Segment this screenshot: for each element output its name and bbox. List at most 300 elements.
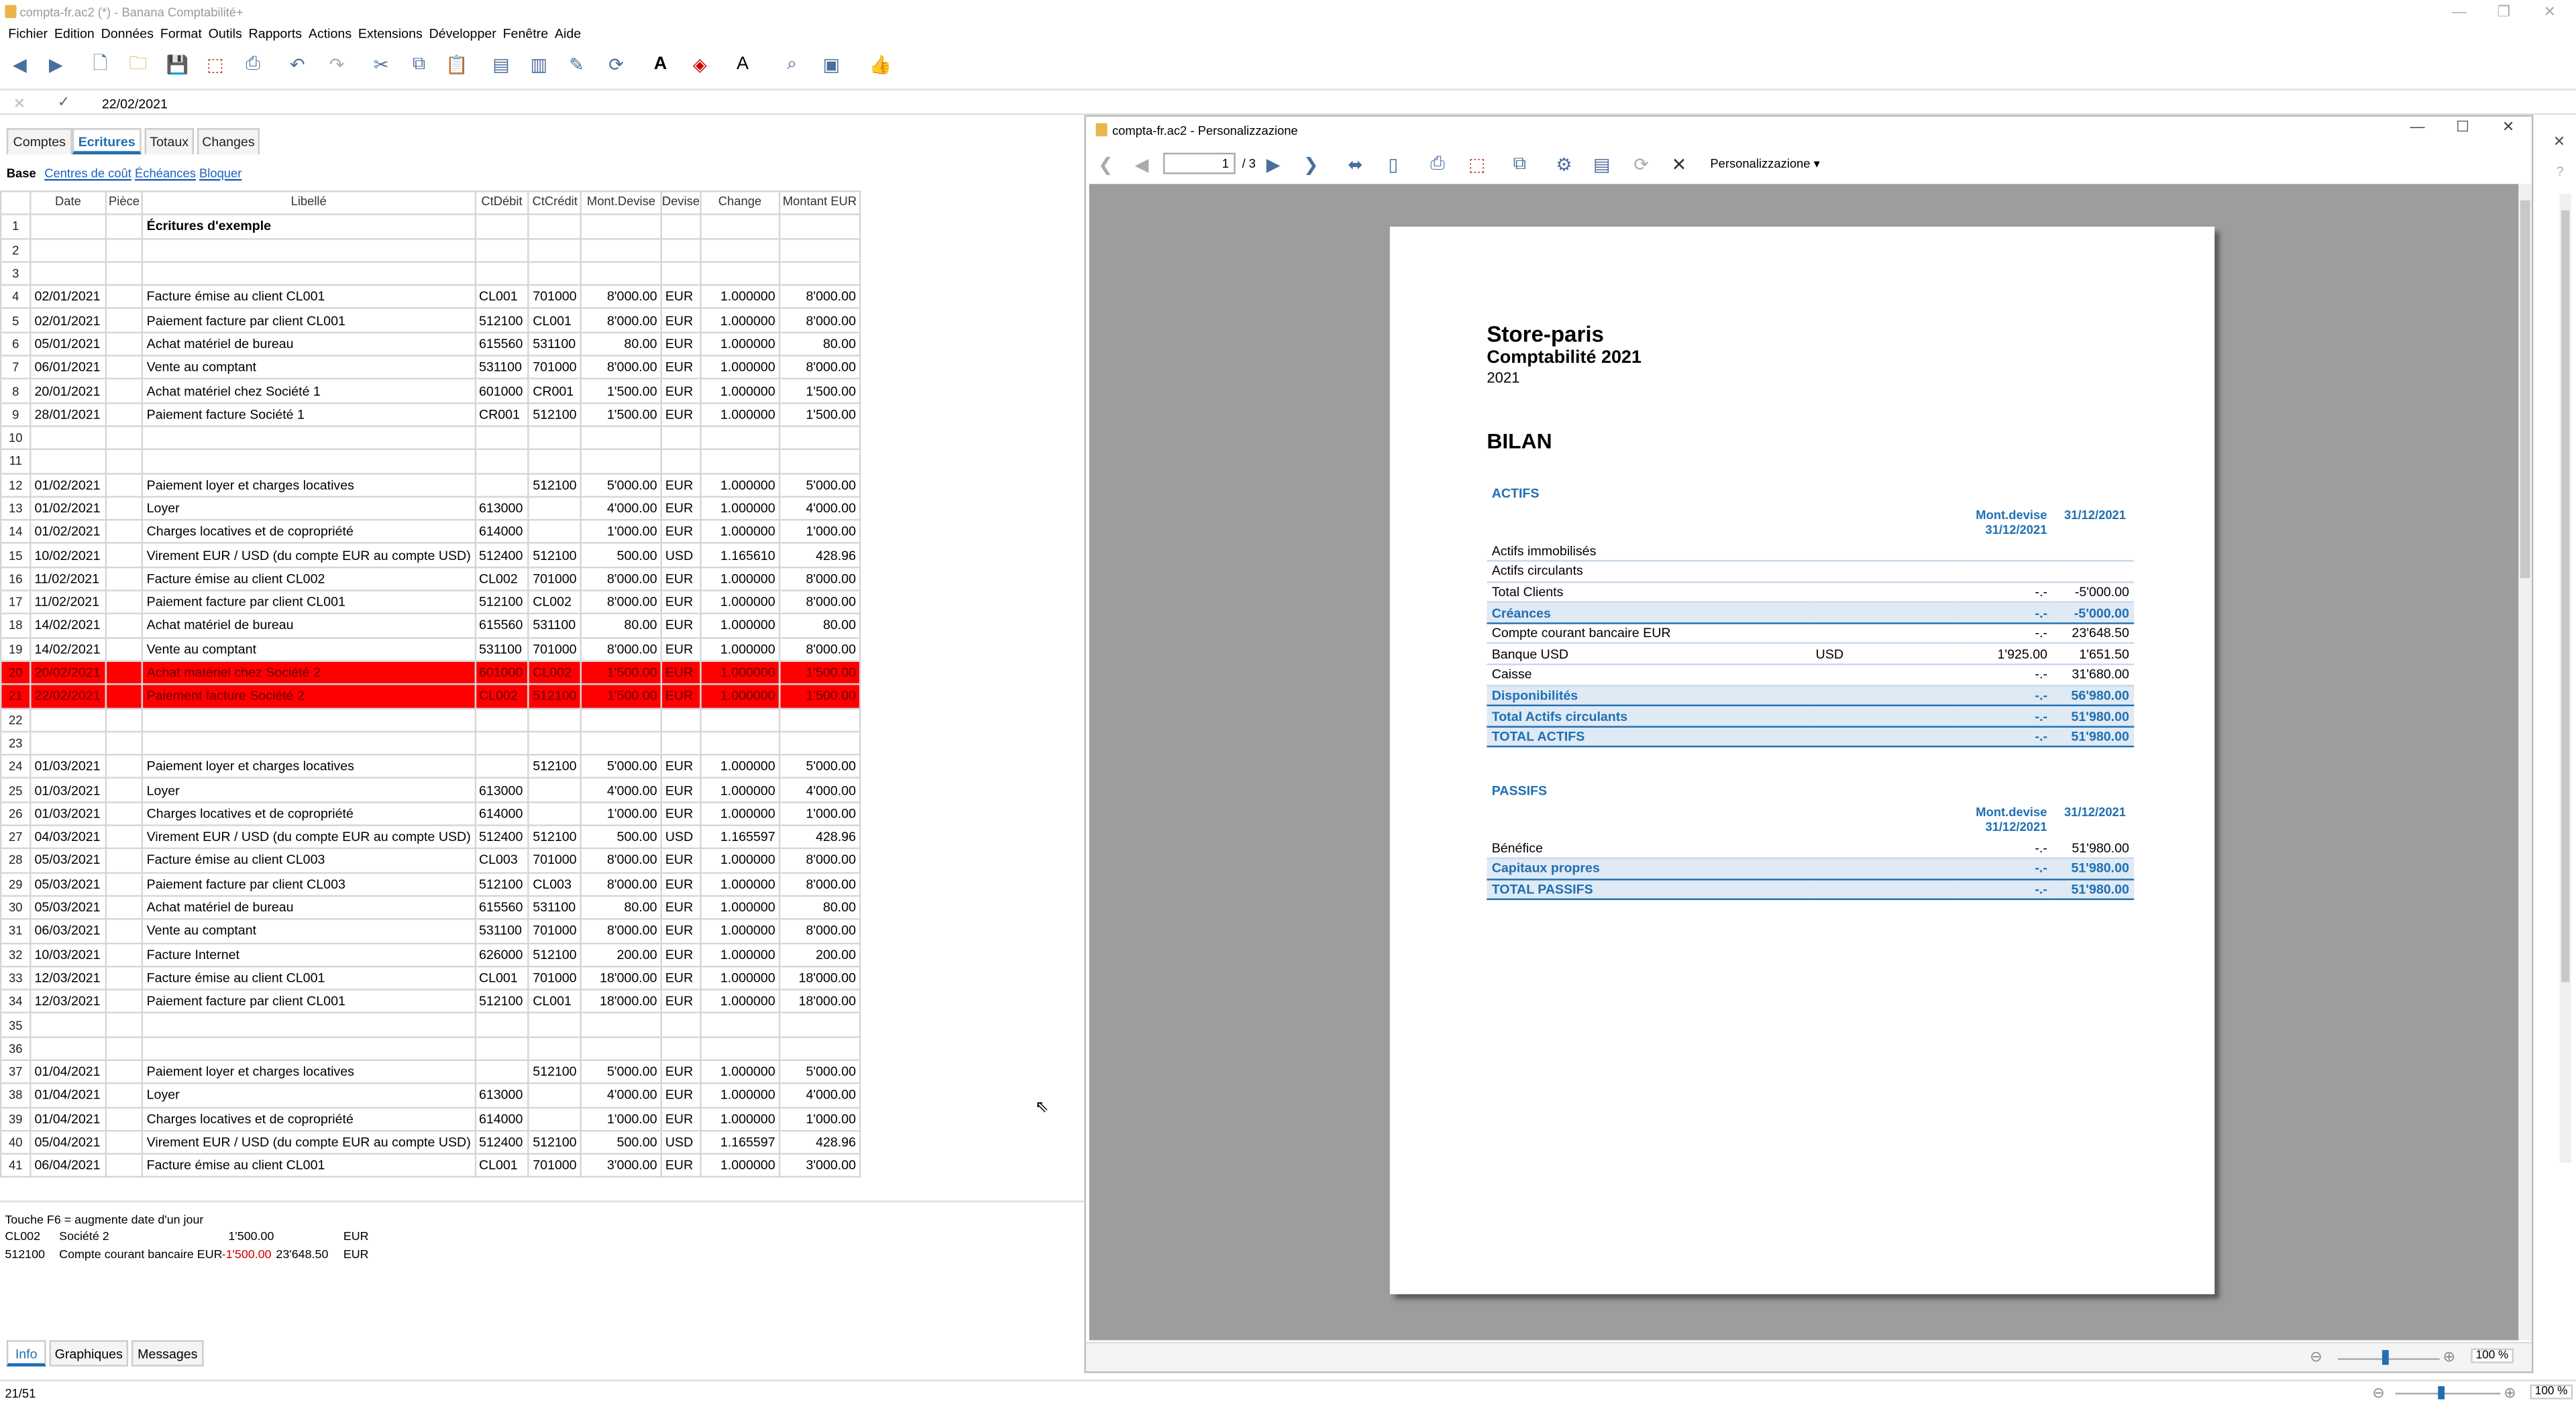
table-row[interactable] [1, 1131, 860, 1154]
cell-date[interactable]: 14/02/2021 [30, 638, 105, 661]
cell-change[interactable]: 1.000000 [700, 802, 780, 826]
cell-libelle[interactable] [143, 708, 475, 732]
cell-devise[interactable] [661, 1013, 701, 1037]
cell-libelle[interactable]: Charges locatives et de copropriété [143, 1107, 475, 1131]
cell-montant-eur[interactable]: 8'000.00 [780, 355, 860, 379]
cell-devise[interactable]: EUR [661, 285, 701, 308]
table-row[interactable] [1, 449, 860, 473]
cell-date[interactable]: 02/01/2021 [30, 285, 105, 308]
cell-date[interactable] [30, 449, 105, 473]
cell-date[interactable] [30, 262, 105, 285]
tab-totaux[interactable]: Totaux [145, 128, 194, 154]
cell-libelle[interactable]: Facture émise au client CL001 [143, 1154, 475, 1178]
table-row[interactable] [1, 473, 860, 496]
cell-libelle[interactable]: Vente au comptant [143, 355, 475, 379]
cell-mont-devise[interactable]: 500.00 [581, 544, 661, 567]
table-row[interactable] [1, 332, 860, 355]
cell-ctdebit[interactable]: 614000 [475, 520, 529, 543]
row-number[interactable]: 31 [1, 919, 30, 943]
cell-change[interactable]: 1.000000 [700, 755, 780, 779]
cell-change[interactable]: 1.000000 [700, 966, 780, 990]
cell-ctdebit[interactable]: 512400 [475, 826, 529, 849]
menu-donnees[interactable]: Données [101, 26, 154, 42]
cell-piece[interactable] [106, 520, 143, 543]
table-row[interactable] [1, 943, 860, 966]
cell-montant-eur[interactable]: 428.96 [780, 1131, 860, 1154]
previous-page-icon[interactable]: ◀ [1134, 155, 1149, 175]
cell-libelle[interactable] [143, 732, 475, 755]
cell-ctdebit[interactable] [475, 262, 529, 285]
cell-date[interactable]: 01/02/2021 [30, 473, 105, 496]
cell-devise[interactable]: EUR [661, 779, 701, 802]
cell-montant-eur[interactable]: 8'000.00 [780, 567, 860, 591]
cell-devise[interactable]: USD [661, 1131, 701, 1154]
cell-mont-devise[interactable]: 8'000.00 [581, 873, 661, 896]
cell-change[interactable]: 1.000000 [700, 990, 780, 1013]
cell-ctcredit[interactable]: CR001 [529, 379, 581, 402]
cell-montant-eur[interactable] [780, 1037, 860, 1060]
col-header-piece[interactable]: Pièce [106, 191, 143, 215]
preview-scrollbar-thumb[interactable] [2520, 201, 2530, 578]
forward-icon[interactable]: ▶ [48, 55, 63, 75]
cell-mont-devise[interactable]: 18'000.00 [581, 966, 661, 990]
preview-scrollbar[interactable] [2518, 184, 2532, 1340]
cell-change[interactable]: 1.000000 [700, 896, 780, 919]
cell-devise[interactable]: EUR [661, 849, 701, 873]
row-number[interactable]: 18 [1, 614, 30, 638]
cell-mont-devise[interactable]: 5'000.00 [581, 473, 661, 496]
cell-mont-devise[interactable]: 18'000.00 [581, 990, 661, 1013]
row-number[interactable]: 36 [1, 1037, 30, 1060]
row-number[interactable]: 23 [1, 732, 30, 755]
cell-ctcredit[interactable] [529, 238, 581, 262]
table-row[interactable] [1, 308, 860, 332]
cell-montant-eur[interactable]: 8'000.00 [780, 638, 860, 661]
cell-libelle[interactable]: Vente au comptant [143, 638, 475, 661]
cell-libelle[interactable] [143, 1037, 475, 1060]
cell-mont-devise[interactable]: 4'000.00 [581, 496, 661, 520]
cell-montant-eur[interactable]: 1'500.00 [780, 379, 860, 402]
cell-ctcredit[interactable] [529, 215, 581, 238]
cell-montant-eur[interactable]: 8'000.00 [780, 919, 860, 943]
row-number[interactable]: 13 [1, 496, 30, 520]
row-number[interactable]: 20 [1, 661, 30, 685]
redo-icon[interactable]: ↷ [329, 55, 345, 75]
tab-messages[interactable]: Messages [131, 1340, 204, 1366]
cell-date[interactable]: 04/03/2021 [30, 826, 105, 849]
cell-piece[interactable] [106, 661, 143, 685]
cell-ctcredit[interactable] [529, 708, 581, 732]
row-number[interactable]: 22 [1, 708, 30, 732]
cell-devise[interactable]: EUR [661, 1107, 701, 1131]
cell-devise[interactable]: USD [661, 826, 701, 849]
cell-ctcredit[interactable]: 701000 [529, 567, 581, 591]
cell-libelle[interactable]: Facture émise au client CL002 [143, 567, 475, 591]
cell-ctdebit[interactable] [475, 426, 529, 449]
col-header-date[interactable]: Date [30, 191, 105, 215]
cell-mont-devise[interactable] [581, 426, 661, 449]
row-number[interactable]: 39 [1, 1107, 30, 1131]
cell-devise[interactable] [661, 449, 701, 473]
minimize-icon[interactable]: — [2452, 3, 2467, 20]
menu-developper[interactable]: Développer [429, 26, 496, 42]
cell-date[interactable]: 05/04/2021 [30, 1131, 105, 1154]
cell-devise[interactable] [661, 1037, 701, 1060]
cell-piece[interactable] [106, 732, 143, 755]
cell-date[interactable] [30, 732, 105, 755]
cell-piece[interactable] [106, 544, 143, 567]
view-base[interactable]: Base [6, 166, 36, 181]
cell-libelle[interactable]: Paiement facture par client CL001 [143, 990, 475, 1013]
cell-libelle[interactable]: Virement EUR / USD (du compte EUR au compte USD) [143, 826, 475, 849]
table-row[interactable] [1, 802, 860, 826]
cell-ctdebit[interactable]: 615560 [475, 332, 529, 355]
text-color-icon[interactable]: A [736, 54, 749, 74]
table-row[interactable] [1, 990, 860, 1013]
cell-date[interactable] [30, 1037, 105, 1060]
cell-ctdebit[interactable]: 613000 [475, 1084, 529, 1107]
cell-mont-devise[interactable] [581, 1037, 661, 1060]
cell-change[interactable] [700, 1013, 780, 1037]
cell-ctdebit[interactable]: 613000 [475, 496, 529, 520]
cell-change[interactable] [700, 238, 780, 262]
cell-montant-eur[interactable]: 18'000.00 [780, 990, 860, 1013]
cell-ctdebit[interactable]: CL001 [475, 1154, 529, 1178]
table-row[interactable] [1, 1037, 860, 1060]
cell-change[interactable]: 1.000000 [700, 943, 780, 966]
cell-piece[interactable] [106, 262, 143, 285]
cell-montant-eur[interactable]: 4'000.00 [780, 779, 860, 802]
insert-row-icon[interactable]: ▤ [492, 55, 510, 75]
cell-change[interactable]: 1.000000 [700, 355, 780, 379]
table-row[interactable] [1, 215, 860, 238]
cell-piece[interactable] [106, 779, 143, 802]
cell-ctcredit[interactable] [529, 732, 581, 755]
close-preview-icon[interactable]: ✕ [1671, 155, 1687, 175]
row-number[interactable]: 9 [1, 402, 30, 426]
cell-piece[interactable] [106, 426, 143, 449]
row-number[interactable]: 8 [1, 379, 30, 402]
row-number[interactable]: 28 [1, 849, 30, 873]
cell-change[interactable]: 1.000000 [700, 1084, 780, 1107]
cell-montant-eur[interactable]: 80.00 [780, 896, 860, 919]
cell-libelle[interactable]: Paiement facture Société 2 [143, 685, 475, 708]
cell-change[interactable]: 1.000000 [700, 849, 780, 873]
cell-ctcredit[interactable]: 701000 [529, 355, 581, 379]
cell-mont-devise[interactable]: 3'000.00 [581, 1154, 661, 1178]
cell-devise[interactable]: EUR [661, 496, 701, 520]
cell-ctdebit[interactable] [475, 708, 529, 732]
cell-montant-eur[interactable]: 428.96 [780, 826, 860, 849]
cell-ctdebit[interactable]: 512400 [475, 544, 529, 567]
cell-date[interactable]: 12/03/2021 [30, 990, 105, 1013]
cell-libelle[interactable]: Paiement facture par client CL001 [143, 591, 475, 614]
cell-devise[interactable] [661, 238, 701, 262]
cell-date[interactable] [30, 215, 105, 238]
fill-color-icon[interactable]: ◈ [692, 55, 707, 75]
cell-ctdebit[interactable]: 601000 [475, 661, 529, 685]
cell-montant-eur[interactable]: 8'000.00 [780, 873, 860, 896]
view-bloquer[interactable]: Bloquer [199, 166, 242, 181]
cell-date[interactable]: 05/03/2021 [30, 849, 105, 873]
row-number[interactable]: 16 [1, 567, 30, 591]
cell-date[interactable]: 14/02/2021 [30, 614, 105, 638]
row-number[interactable]: 3 [1, 262, 30, 285]
cell-piece[interactable] [106, 638, 143, 661]
cell-change[interactable]: 1.000000 [700, 873, 780, 896]
table-row[interactable] [1, 849, 860, 873]
cell-libelle[interactable]: Vente au comptant [143, 919, 475, 943]
cell-ctdebit[interactable] [475, 473, 529, 496]
tab-graphiques[interactable]: Graphiques [49, 1340, 128, 1366]
cell-date[interactable]: 20/01/2021 [30, 379, 105, 402]
menu-aide[interactable]: Aide [554, 26, 582, 42]
back-icon[interactable]: ◀ [13, 55, 27, 75]
cell-montant-eur[interactable]: 5'000.00 [780, 473, 860, 496]
cell-montant-eur[interactable] [780, 215, 860, 238]
row-number[interactable]: 35 [1, 1013, 30, 1037]
table-row[interactable] [1, 238, 860, 262]
next-page-icon[interactable]: ▶ [1266, 155, 1281, 175]
row-number[interactable]: 34 [1, 990, 30, 1013]
cell-libelle[interactable]: Achat matériel chez Société 2 [143, 661, 475, 685]
col-header-change[interactable]: Change [700, 191, 780, 215]
font-icon[interactable]: A [653, 54, 667, 74]
cell-mont-devise[interactable] [581, 215, 661, 238]
search-icon[interactable]: ⌕ [786, 53, 797, 73]
maximize-icon[interactable]: ☐ [2456, 118, 2470, 135]
cell-libelle[interactable]: Facture émise au client CL003 [143, 849, 475, 873]
zoom-slider-handle[interactable] [2438, 1386, 2445, 1400]
cell-ctcredit[interactable] [529, 426, 581, 449]
cell-ctdebit[interactable]: 531100 [475, 638, 529, 661]
table-row[interactable] [1, 544, 860, 567]
cell-ctcredit[interactable]: 512100 [529, 943, 581, 966]
cell-ctcredit[interactable] [529, 802, 581, 826]
cell-piece[interactable] [106, 966, 143, 990]
help-icon[interactable]: ? [2556, 164, 2564, 179]
menu-edition[interactable]: Edition [54, 26, 95, 42]
row-number[interactable]: 2 [1, 238, 30, 262]
cell-ctcredit[interactable]: CL003 [529, 873, 581, 896]
maximize-icon[interactable]: ❐ [2497, 3, 2511, 20]
cell-change[interactable]: 1.000000 [700, 779, 780, 802]
cell-ctdebit[interactable] [475, 732, 529, 755]
row-number[interactable]: 27 [1, 826, 30, 849]
cell-devise[interactable]: EUR [661, 919, 701, 943]
cell-ctcredit[interactable]: 701000 [529, 919, 581, 943]
cell-ctdebit[interactable]: CL002 [475, 685, 529, 708]
cell-ctdebit[interactable] [475, 215, 529, 238]
row-number[interactable]: 10 [1, 426, 30, 449]
cell-ctcredit[interactable]: 512100 [529, 1060, 581, 1084]
close-panel-icon[interactable]: ✕ [2553, 133, 2566, 150]
cell-ctcredit[interactable] [529, 449, 581, 473]
cell-libelle[interactable]: Facture émise au client CL001 [143, 285, 475, 308]
cell-change[interactable] [700, 262, 780, 285]
cell-piece[interactable] [106, 332, 143, 355]
cell-ctdebit[interactable]: CR001 [475, 402, 529, 426]
cell-ctcredit[interactable] [529, 1013, 581, 1037]
window-arrange-icon[interactable]: ▣ [822, 55, 840, 75]
cell-date[interactable]: 05/01/2021 [30, 332, 105, 355]
cell-date[interactable]: 28/01/2021 [30, 402, 105, 426]
cell-change[interactable] [700, 1037, 780, 1060]
cell-libelle[interactable]: Achat matériel de bureau [143, 332, 475, 355]
cell-ctcredit[interactable]: 531100 [529, 332, 581, 355]
cell-piece[interactable] [106, 1013, 143, 1037]
row-number[interactable]: 24 [1, 755, 30, 779]
cell-libelle[interactable]: Facture émise au client CL001 [143, 966, 475, 990]
cell-montant-eur[interactable]: 4'000.00 [780, 1084, 860, 1107]
cell-ctcredit[interactable] [529, 496, 581, 520]
cell-devise[interactable]: EUR [661, 638, 701, 661]
cell-montant-eur[interactable]: 1'000.00 [780, 520, 860, 543]
cell-mont-devise[interactable]: 8'000.00 [581, 567, 661, 591]
cell-ctdebit[interactable] [475, 755, 529, 779]
new-file-icon[interactable]: 🗋 [93, 53, 108, 73]
cell-devise[interactable] [661, 426, 701, 449]
zoom-in-icon[interactable]: ⊕ [2443, 1348, 2456, 1365]
cell-montant-eur[interactable]: 4'000.00 [780, 496, 860, 520]
col-header-libelle[interactable]: Libellé [143, 191, 475, 215]
cell-ctcredit[interactable]: CL001 [529, 308, 581, 332]
table-row[interactable] [1, 732, 860, 755]
row-number[interactable]: 21 [1, 685, 30, 708]
cell-devise[interactable]: EUR [661, 661, 701, 685]
cell-ctdebit[interactable]: 615560 [475, 614, 529, 638]
confirm-icon[interactable]: ✓ [57, 93, 70, 111]
view-centres-de-cout[interactable]: Centres de coût [44, 166, 131, 181]
main-scrollbar-thumb[interactable] [2561, 210, 2569, 982]
zoom-slider[interactable] [2396, 1393, 2501, 1394]
row-number[interactable]: 4 [1, 285, 30, 308]
cell-ctdebit[interactable]: CL001 [475, 285, 529, 308]
menu-format[interactable]: Format [160, 26, 202, 42]
cell-devise[interactable]: EUR [661, 685, 701, 708]
table-row[interactable] [1, 919, 860, 943]
cell-change[interactable]: 1.000000 [700, 1060, 780, 1084]
cell-change[interactable]: 1.000000 [700, 473, 780, 496]
cell-change[interactable]: 1.165597 [700, 1131, 780, 1154]
cell-change[interactable]: 1.165610 [700, 544, 780, 567]
print-icon[interactable]: ⎙ [1430, 153, 1445, 174]
cell-change[interactable]: 1.000000 [700, 685, 780, 708]
cell-devise[interactable]: EUR [661, 990, 701, 1013]
cell-change[interactable] [700, 708, 780, 732]
row-number[interactable]: 40 [1, 1131, 30, 1154]
export-icon[interactable]: ▤ [1593, 155, 1611, 175]
cell-piece[interactable] [106, 215, 143, 238]
cell-ctcredit[interactable]: 701000 [529, 849, 581, 873]
edit-icon[interactable]: ✎ [569, 55, 584, 75]
cell-libelle[interactable]: Paiement facture Société 1 [143, 402, 475, 426]
table-row[interactable] [1, 285, 860, 308]
table-row[interactable] [1, 614, 860, 638]
cell-ctcredit[interactable]: 701000 [529, 285, 581, 308]
cell-piece[interactable] [106, 449, 143, 473]
cell-libelle[interactable] [143, 426, 475, 449]
cell-piece[interactable] [106, 1131, 143, 1154]
cell-ctdebit[interactable]: 614000 [475, 1107, 529, 1131]
cell-date[interactable]: 05/03/2021 [30, 896, 105, 919]
cell-ctcredit[interactable] [529, 520, 581, 543]
cell-montant-eur[interactable]: 5'000.00 [780, 1060, 860, 1084]
cell-libelle[interactable]: Paiement facture par client CL001 [143, 308, 475, 332]
cell-devise[interactable]: EUR [661, 943, 701, 966]
cell-mont-devise[interactable]: 8'000.00 [581, 849, 661, 873]
cell-change[interactable]: 1.000000 [700, 591, 780, 614]
cell-piece[interactable] [106, 919, 143, 943]
cell-ctcredit[interactable]: 701000 [529, 638, 581, 661]
cell-ctdebit[interactable]: CL002 [475, 567, 529, 591]
cell-libelle[interactable]: Loyer [143, 779, 475, 802]
cell-libelle[interactable] [143, 449, 475, 473]
cell-montant-eur[interactable]: 8'000.00 [780, 308, 860, 332]
cell-montant-eur[interactable]: 428.96 [780, 544, 860, 567]
cell-montant-eur[interactable]: 1'500.00 [780, 685, 860, 708]
table-row[interactable] [1, 661, 860, 685]
cell-ctdebit[interactable]: CL001 [475, 966, 529, 990]
cell-ctdebit[interactable]: 531100 [475, 355, 529, 379]
cell-piece[interactable] [106, 473, 143, 496]
table-row[interactable] [1, 262, 860, 285]
settings-icon[interactable]: ⚙ [1556, 155, 1572, 175]
cell-piece[interactable] [106, 1154, 143, 1178]
cell-montant-eur[interactable]: 1'500.00 [780, 661, 860, 685]
cell-change[interactable]: 1.000000 [700, 567, 780, 591]
cell-date[interactable]: 06/04/2021 [30, 1154, 105, 1178]
table-row[interactable] [1, 520, 860, 543]
cell-piece[interactable] [106, 943, 143, 966]
cell-libelle[interactable]: Écritures d'exemple [143, 215, 475, 238]
cell-mont-devise[interactable]: 8'000.00 [581, 919, 661, 943]
cell-montant-eur[interactable]: 18'000.00 [780, 966, 860, 990]
cell-piece[interactable] [106, 896, 143, 919]
cell-ctdebit[interactable] [475, 1037, 529, 1060]
cell-date[interactable]: 11/02/2021 [30, 567, 105, 591]
cell-change[interactable]: 1.000000 [700, 919, 780, 943]
cell-piece[interactable] [106, 685, 143, 708]
zoom-out-icon[interactable]: ⊖ [2310, 1348, 2322, 1365]
cell-change[interactable]: 1.000000 [700, 379, 780, 402]
cell-piece[interactable] [106, 402, 143, 426]
cell-date[interactable] [30, 238, 105, 262]
print-icon[interactable]: ⎙ [246, 53, 260, 73]
cell-value-field[interactable]: 22/02/2021 [101, 97, 168, 112]
cell-devise[interactable]: EUR [661, 308, 701, 332]
table-row[interactable] [1, 1107, 860, 1131]
cell-devise[interactable] [661, 708, 701, 732]
cell-mont-devise[interactable]: 8'000.00 [581, 355, 661, 379]
zoom-out-icon[interactable]: ⊖ [2372, 1384, 2385, 1401]
table-row[interactable] [1, 402, 860, 426]
cell-montant-eur[interactable]: 5'000.00 [780, 755, 860, 779]
row-number[interactable]: 7 [1, 355, 30, 379]
table-row[interactable] [1, 708, 860, 732]
cell-ctcredit[interactable]: 512100 [529, 544, 581, 567]
cell-ctdebit[interactable]: 512100 [475, 873, 529, 896]
cell-devise[interactable]: USD [661, 544, 701, 567]
cell-date[interactable]: 01/02/2021 [30, 520, 105, 543]
cell-change[interactable]: 1.000000 [700, 285, 780, 308]
cell-ctcredit[interactable]: 512100 [529, 826, 581, 849]
cut-icon[interactable]: ✂ [373, 55, 389, 75]
cell-piece[interactable] [106, 614, 143, 638]
row-number[interactable]: 17 [1, 591, 30, 614]
cell-libelle[interactable]: Virement EUR / USD (du compte EUR au compte USD) [143, 1131, 475, 1154]
row-number[interactable]: 32 [1, 943, 30, 966]
